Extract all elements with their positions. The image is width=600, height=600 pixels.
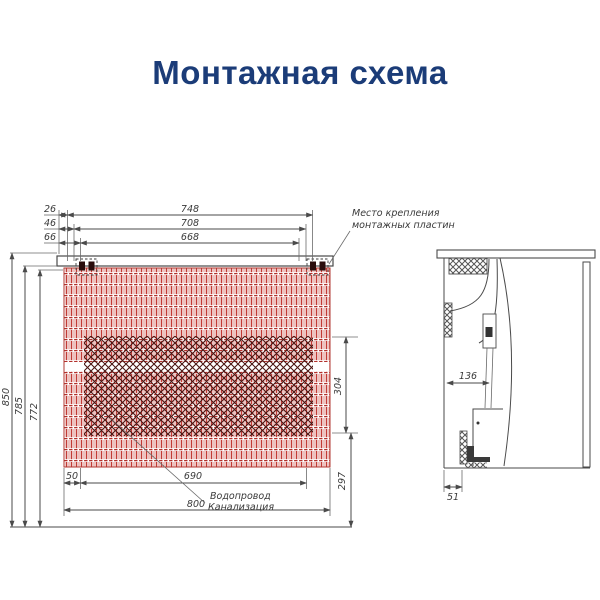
front-curve (500, 258, 512, 466)
label-sewage: Канализация (208, 502, 275, 513)
bottom-bracket (467, 446, 490, 462)
dim-right-297: 297 (337, 471, 348, 491)
dim-span-668: 668 (180, 232, 200, 243)
wall-rail-crosshatch (449, 258, 487, 274)
dim-offset-66: 66 (43, 232, 57, 243)
bottom-bracket-hatch (460, 431, 467, 464)
label-water-supply: Водопровод (210, 491, 271, 502)
note-mounting-line1: Место крепления (352, 208, 440, 219)
dim-height-850: 850 (1, 387, 12, 407)
siphon-clamp (486, 327, 493, 337)
note-mounting-line2: монтажных пластин (352, 220, 455, 231)
page-title: Монтажная схема (152, 54, 448, 91)
front-view (57, 256, 333, 467)
dim-span-690: 690 (183, 471, 203, 482)
drawer-dot (477, 422, 480, 425)
side-view (437, 250, 595, 503)
bracket-base-hatch (465, 463, 487, 469)
dim-height-785: 785 (14, 396, 25, 416)
dim-span-748: 748 (180, 204, 200, 215)
right-dimensions (332, 337, 358, 527)
dim-gap-50: 50 (65, 471, 79, 482)
top-dimensions (44, 204, 313, 261)
countertop-side (437, 250, 595, 258)
countertop-front (57, 256, 333, 266)
dim-offset-26: 26 (43, 204, 57, 215)
dim-right-304: 304 (333, 376, 344, 396)
dim-width-800: 800 (186, 499, 206, 510)
dim-offset-46: 46 (43, 218, 57, 229)
service-zone-crosshatch (84, 336, 313, 436)
mounting-note (329, 208, 455, 264)
wall-plate-strip (444, 303, 452, 337)
dim-side-51: 51 (446, 492, 460, 503)
dim-span-708: 708 (180, 218, 200, 229)
drawer-front-panel (583, 262, 590, 467)
dim-side-136: 136 (458, 371, 478, 382)
dim-height-772: 772 (29, 402, 40, 422)
